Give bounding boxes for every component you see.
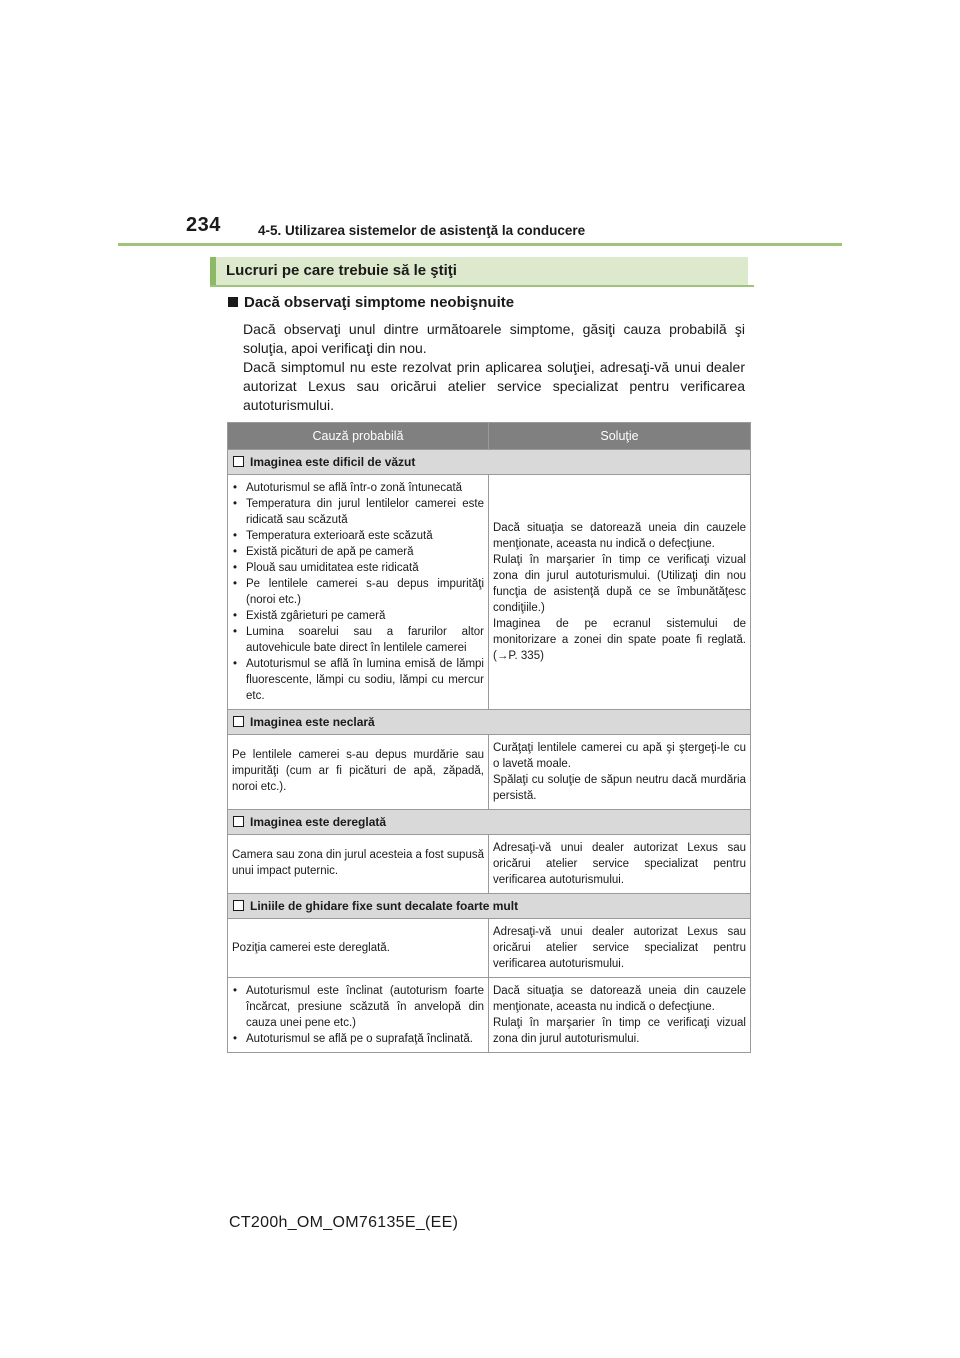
troubleshooting-table [227,422,751,1053]
cause-cell: Camera sau zona din jurul acesteia a fost supusă unui impact puternic. [228,835,489,894]
group-row [228,810,751,835]
info-box-title: Lucruri pe care trebuie să le ştiţi [226,262,457,279]
group-title: Imaginea este dificil de văzut [250,455,416,469]
column-header-cause: Cauză probabilă [228,423,489,450]
info-box-rule [210,285,754,287]
list-item: • Autoturismul se află în lumina emisă de lămpi fluorescente, lămpi cu sodiu, lămpi cu mercur etc. [232,656,484,704]
table-row [228,919,751,978]
list-item: • Autoturismul se află într-o zonă întunecată [232,480,484,496]
cause-cell [228,475,489,710]
group-row [228,894,751,919]
checkbox-icon [233,816,244,827]
solution-text: Dacă situaţia se datorează uneia din cauzele menţionate, aceasta nu indică o defecţiune. [493,522,746,550]
solution-cell: Adresaţi-vă unui dealer autorizat Lexus sau oricărui atelier service specializat pentru verificarea autoturismului. [489,835,751,894]
solution-text: Curăţaţi lentilele camerei cu apă şi ştergeţi-le cu o lavetă moale. [493,742,746,770]
solution-text: Imaginea de pe ecranul sistemului de monitorizare a zonei din spate poate fi reglată. (→P. 335) [493,618,746,662]
sub-heading-text: Dacă observaţi simptome neobişnuite [244,294,515,311]
page-number: 234 [186,214,221,236]
sub-heading [228,294,514,311]
group-row [228,450,751,475]
list-item: • Plouă sau umiditatea este ridicată [232,560,484,576]
group-title: Imaginea este neclară [250,715,375,729]
cause-cell [228,978,489,1053]
section-title: 4-5. Utilizarea sistemelor de asistenţă la conducere [258,223,586,238]
list-item: • Temperatura din jurul lentilelor camerei este ridicată sau scăzută [232,496,484,528]
checkbox-icon [233,900,244,911]
solution-cell: Adresaţi-vă unui dealer autorizat Lexus sau oricărui atelier service specializat pentru verificarea autoturismului. [489,919,751,978]
table-row [228,735,751,810]
info-box-header [210,257,748,285]
list-item: • Lumina soarelui sau a farurilor altor autovehicule bate direct în lentilele camerei [232,624,484,656]
intro-paragraph-1: Dacă observaţi unul dintre următoarele simptome, găsiţi cauza probabilă şi soluţia, apoi verificaţi din nou. [243,321,745,356]
solution-cell [489,978,751,1053]
solution-cell [489,735,751,810]
intro-paragraph-2: Dacă simptomul nu este rezolvat prin aplicarea soluţiei, adresaţi-vă unui dealer autorizat Lexus sau oricărui atelier service specializat pentru verificarea autoturismului. [243,359,745,413]
table-row [228,835,751,894]
checkbox-icon [233,716,244,727]
group-title: Imaginea este dereglată [250,815,387,829]
solution-text: Rulaţi în marşarier în timp ce verificaţi vizual zona din jurul autoturismului. [493,1017,746,1045]
table-row [228,978,751,1053]
list-item: • Există zgârieturi pe cameră [232,608,484,624]
footer-code: CT200h_OM_OM76135E_(EE) [229,1214,459,1231]
square-bullet-icon [228,297,238,307]
page-reference: (→P. 335) [493,650,544,662]
cause-cell: Poziţia camerei este dereglată. [228,919,489,978]
solution-text: Dacă situaţia se datorează uneia din cauzele menţionate, aceasta nu indică o defecţiune. [493,985,746,1013]
list-item: • Pe lentilele camerei s-au depus impurităţi (noroi etc.) [232,576,484,608]
group-row [228,710,751,735]
list-item: • Există picături de apă pe cameră [232,544,484,560]
solution-text: Spălaţi cu soluţie de săpun neutru dacă murdăria persistă. [493,774,746,802]
cause-cell: Pe lentilele camerei s-au depus murdărie sau impurităţi (cum ar fi picături de apă, zăpadă, noroi etc.). [228,735,489,810]
solution-text: Rulaţi în marşarier în timp ce verificaţi vizual zona din jurul autoturismului. (Utilizaţi din nou funcţia de asistenţă după ce se îmbunătăţesc condiţiile.) [493,554,746,614]
solution-cell [489,475,751,710]
list-item: • Autoturismul se află pe o suprafaţă înclinată. [232,1031,484,1047]
column-header-solution: Soluţie [489,423,751,450]
table-header-row [228,423,751,450]
header-rule [118,243,842,246]
list-item: • Temperatura exterioară este scăzută [232,528,484,544]
table-row [228,475,751,710]
list-item: • Autoturismul este înclinat (autoturism foarte încărcat, presiune scăzută în anvelopă din cauza unei pene etc.) [232,983,484,1031]
group-title: Liniile de ghidare fixe sunt decalate foarte mult [250,899,519,913]
checkbox-icon [233,456,244,467]
